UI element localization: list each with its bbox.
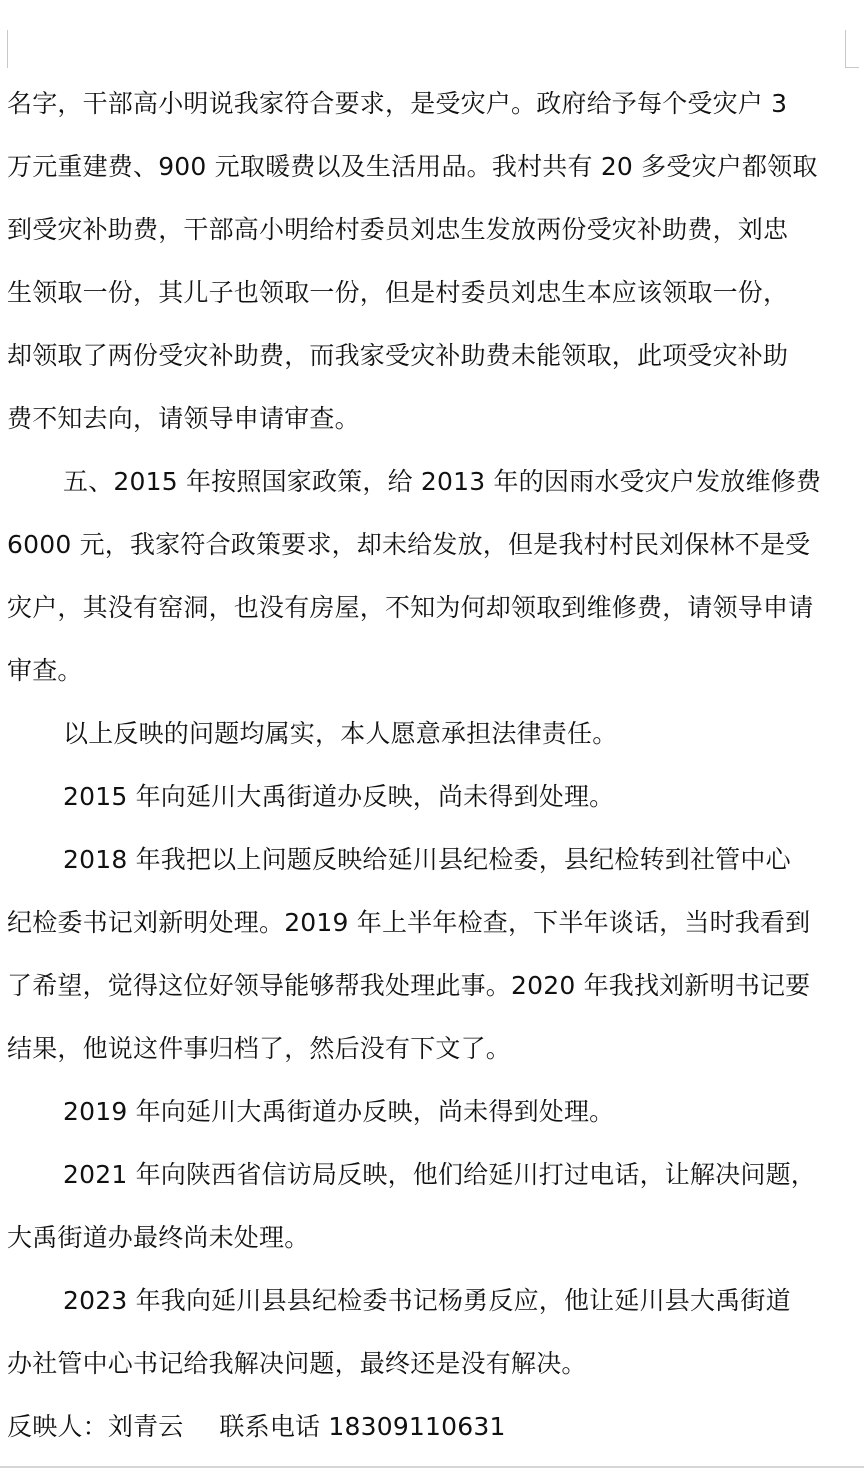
text-line: 纪检委书记刘新明处理。2019 年上半年检查，下半年谈话，当时我看到	[7, 908, 811, 937]
text-line: 2015 年向延川大禹街道办反映，尚未得到处理。	[63, 782, 615, 811]
text-line: 2019 年向延川大禹街道办反映，尚未得到处理。	[63, 1097, 615, 1126]
page-margin-mark-right	[845, 30, 859, 68]
text-line: 6000 元，我家符合政策要求，却未给发放，但是我村村民刘保林不是受	[7, 530, 811, 559]
text-line: 大禹街道办最终尚未处理。	[7, 1223, 310, 1252]
text-line: 灾户，其没有窑洞，也没有房屋，不知为何却领取到维修费，请领导申请	[7, 593, 814, 622]
phone-number: 18309110631	[328, 1412, 506, 1441]
text-line: 审查。	[7, 656, 83, 685]
phone-label: 联系电话	[219, 1412, 321, 1441]
document-body	[7, 72, 857, 1458]
text-line: 办社管中心书记给我解决问题，最终还是没有解决。	[7, 1349, 587, 1378]
text-line: 2021 年向陕西省信访局反映，他们给延川打过电话，让解决问题，	[63, 1160, 816, 1189]
reporter-name: 刘青云	[107, 1412, 184, 1441]
page-margin-mark-left	[7, 30, 8, 68]
text-line: 到受灾补助费，干部高小明给村委员刘忠生发放两份受灾补助费，刘忠	[7, 215, 789, 244]
text-line: 生领取一份，其儿子也领取一份，但是村委员刘忠生本应该领取一份，	[7, 278, 789, 307]
signature-line	[7, 1395, 857, 1458]
text-line: 费不知去向，请领导申请审查。	[7, 404, 360, 433]
text-line: 了希望，觉得这位好领导能够帮我处理此事。2020 年我找刘新明书记要	[7, 971, 811, 1000]
text-line: 2023 年我向延川县县纪检委书记杨勇反应，他让延川县大禹街道	[63, 1286, 791, 1315]
page-bottom-divider	[0, 1466, 864, 1468]
text-line: 2018 年我把以上问题反映给延川县纪检委，县纪检转到社管中心	[63, 845, 791, 874]
text-line: 名字，干部高小明说我家符合要求，是受灾户。政府给予每个受灾户 3	[7, 89, 788, 118]
text-line: 结果，他说这件事归档了，然后没有下文了。	[7, 1034, 512, 1063]
text-line: 以上反映的问题均属实，本人愿意承担法律责任。	[63, 719, 618, 748]
text-line: 万元重建费、900 元取暖费以及生活用品。我村共有 20 多受灾户都领取	[7, 152, 818, 181]
reporter-label: 反映人：	[7, 1412, 108, 1441]
text-line: 却领取了两份受灾补助费，而我家受灾补助费未能领取，此项受灾补助	[7, 341, 789, 370]
text-line: 五、2015 年按照国家政策，给 2013 年的因雨水受灾户发放维修费	[63, 467, 822, 496]
